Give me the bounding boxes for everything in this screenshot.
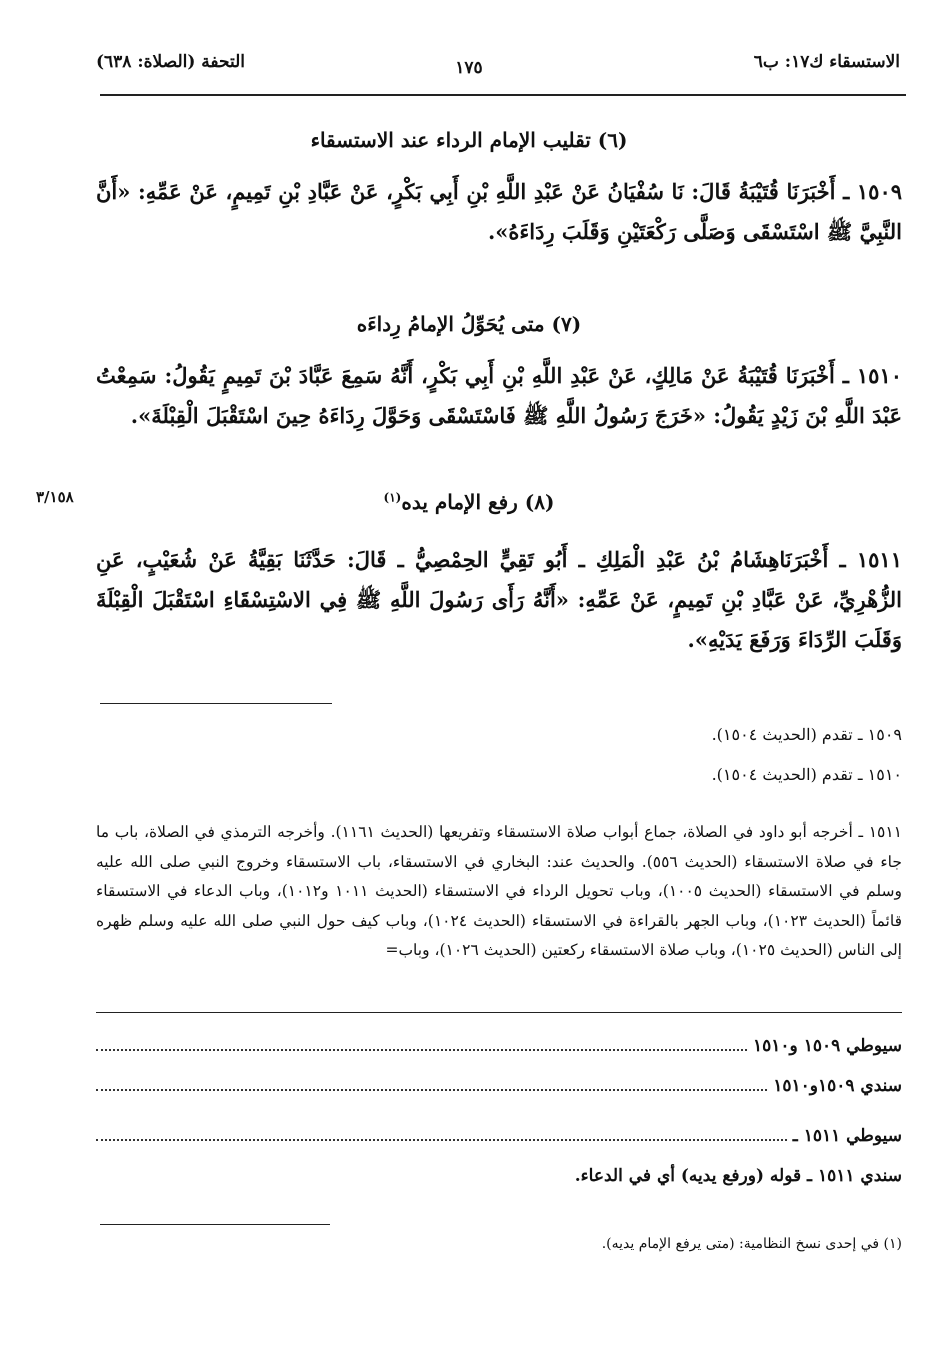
commentary-suyuti-1511: [96, 1126, 902, 1146]
page-number: ١٧٥: [455, 58, 483, 78]
hadith-text: أَخْبَرَنَا قُتَيْبَةُ قَالَ: نَا سُفْيَانُ عَنْ عَبْدِ اللَّهِ بْنِ أَبِي بَكْرٍ، عَنْ عَبَّادِ بْنِ تَمِيمٍ، عَنْ عَمِّهِ: «أَنَّ النَّبِيَّ ﷺ اسْتَسْقَى وَصَلَّى رَكْعَتَيْنِ وَقَلَبَ رِدَاءَهُ».: [96, 179, 902, 244]
hadith-1510: [96, 356, 902, 436]
commentary-suyuti-1509: [96, 1036, 902, 1056]
running-header-left: التحفة (الصلاة: ٦٣٨): [96, 52, 246, 72]
section-heading-7: (٧) متى يُحَوِّلُ الإمامُ رِداءَه: [356, 312, 582, 336]
hadith-text: أَخْبَرَنَا قُتَيْبَةُ عَنْ مَالِكٍ، عَنْ عَبْدِ اللَّهِ بْنِ أَبِي بَكْرٍ، أَنَّهُ سَمِعَ عَبَّادَ بْنَ تَمِيمٍ يَقُولُ: سَمِعْتُ عَبْدَ اللَّهِ بْنَ زَيْدٍ يَقُولُ: «خَرَجَ رَسُولُ اللَّهِ ﷺ فَاسْتَسْقَى وَحَوَّلَ رِدَاءَهُ حِينَ اسْتَقْبَلَ الْقِبْلَةَ».: [96, 363, 902, 428]
commentary-label: سيوطي ١٥١١ ـ: [792, 1126, 902, 1146]
running-header-right: الاستسقاء ك١٧: ب٦: [753, 52, 900, 72]
commentary-label: سيوطي ١٥٠٩ و١٥١٠: [753, 1036, 902, 1056]
dot-leader: [96, 1138, 787, 1141]
section-heading-text: (٨) رفع الإمام يده: [401, 490, 555, 514]
note-1510: ١٥١٠ ـ تقدم (الحديث ١٥٠٤).: [711, 765, 902, 784]
dot-leader: [96, 1088, 767, 1091]
section-heading-8: [0, 490, 938, 514]
dot-leader: [96, 1048, 747, 1051]
commentary-sindi-1509: [96, 1076, 902, 1096]
commentary-sindi-1511: [96, 1166, 902, 1186]
hadith-number: ١٥١٠ ـ: [842, 363, 903, 388]
margin-reference: ٣/١٥٨: [36, 488, 74, 506]
footnote-divider: [100, 1224, 330, 1225]
note-1509: ١٥٠٩ ـ تقدم (الحديث ١٥٠٤).: [711, 725, 902, 744]
footnote-marker: (١): [383, 490, 402, 505]
hadith-1509: [96, 172, 902, 252]
notes-divider: [100, 703, 332, 704]
header-rule: [100, 94, 906, 96]
hadith-text: أَخْبَرَنَاهِشَامُ بْنُ عَبْدِ الْمَلِكِ ـ أَبُو تَقِيٍّ الحِمْصِيُّ ـ قَالَ: حَدَّثَنَا بَقِيَّةُ عَنْ شُعَيْبٍ، عَنِ الزُّهْرِيِّ، عَنْ عَبَّادِ بْنِ تَمِيمٍ، عَنْ عَمِّهِ: «أَنَّهُ رَأَى رَسُولَ اللَّهِ ﷺ فِي الاسْتِسْقَاءِ اسْتَقْبَلَ الْقِبْلَةَ وَقَلَبَ الرِّدَاءَ وَرَفَعَ يَدَيْهِ».: [96, 547, 902, 652]
footnote: (١) في إحدى نسخ النظامية: (متى يرفع الإمام يديه).: [601, 1236, 902, 1252]
note-1511: ١٥١١ ـ أخرجه أبو داود في الصلاة، جماع أبواب صلاة الاستسقاء وتفريعها (الحديث ١١٦١). وأخرجه الترمذي في الصلاة، باب ما جاء في صلاة الاستسقاء (الحديث ٥٥٦). والحديث عند: البخاري في الاستسقاء، باب الاستسقاء وخروج النبي صلى الله عليه وسلم في الاستسقاء (الحديث ١٠٠٥)، وباب تحويل الرداء في الاستسقاء (الحديث ١٠١١ و١٠١٢)، وباب الدعاء في الاستسقاء قائماً (الحديث ١٠٢٣)، وباب الجهر بالقراءة في الاستسقاء (الحديث ١٠٢٤)، وباب كيف حول النبي صلى الله عليه وسلم ظهره إلى الناس (الحديث ١٠٢٥)، وباب صلاة الاستسقاء ركعتين (الحديث ١٠٢٦)، وباب=: [96, 823, 902, 959]
section-heading-6: (٦) تقليب الإمام الرداء عند الاستسقاء: [310, 128, 628, 152]
commentary-label: سندي ١٥٠٩و١٥١٠: [773, 1076, 902, 1096]
hadith-number: ١٥٠٩ ـ: [843, 179, 903, 204]
commentary-divider: [96, 1012, 902, 1013]
hadith-number: ١٥١١ ـ: [839, 547, 902, 572]
hadith-1511: [96, 540, 902, 660]
commentary-label: سندي ١٥١١ ـ قوله (ورفع يديه) أي في الدعاء.: [574, 1166, 902, 1186]
